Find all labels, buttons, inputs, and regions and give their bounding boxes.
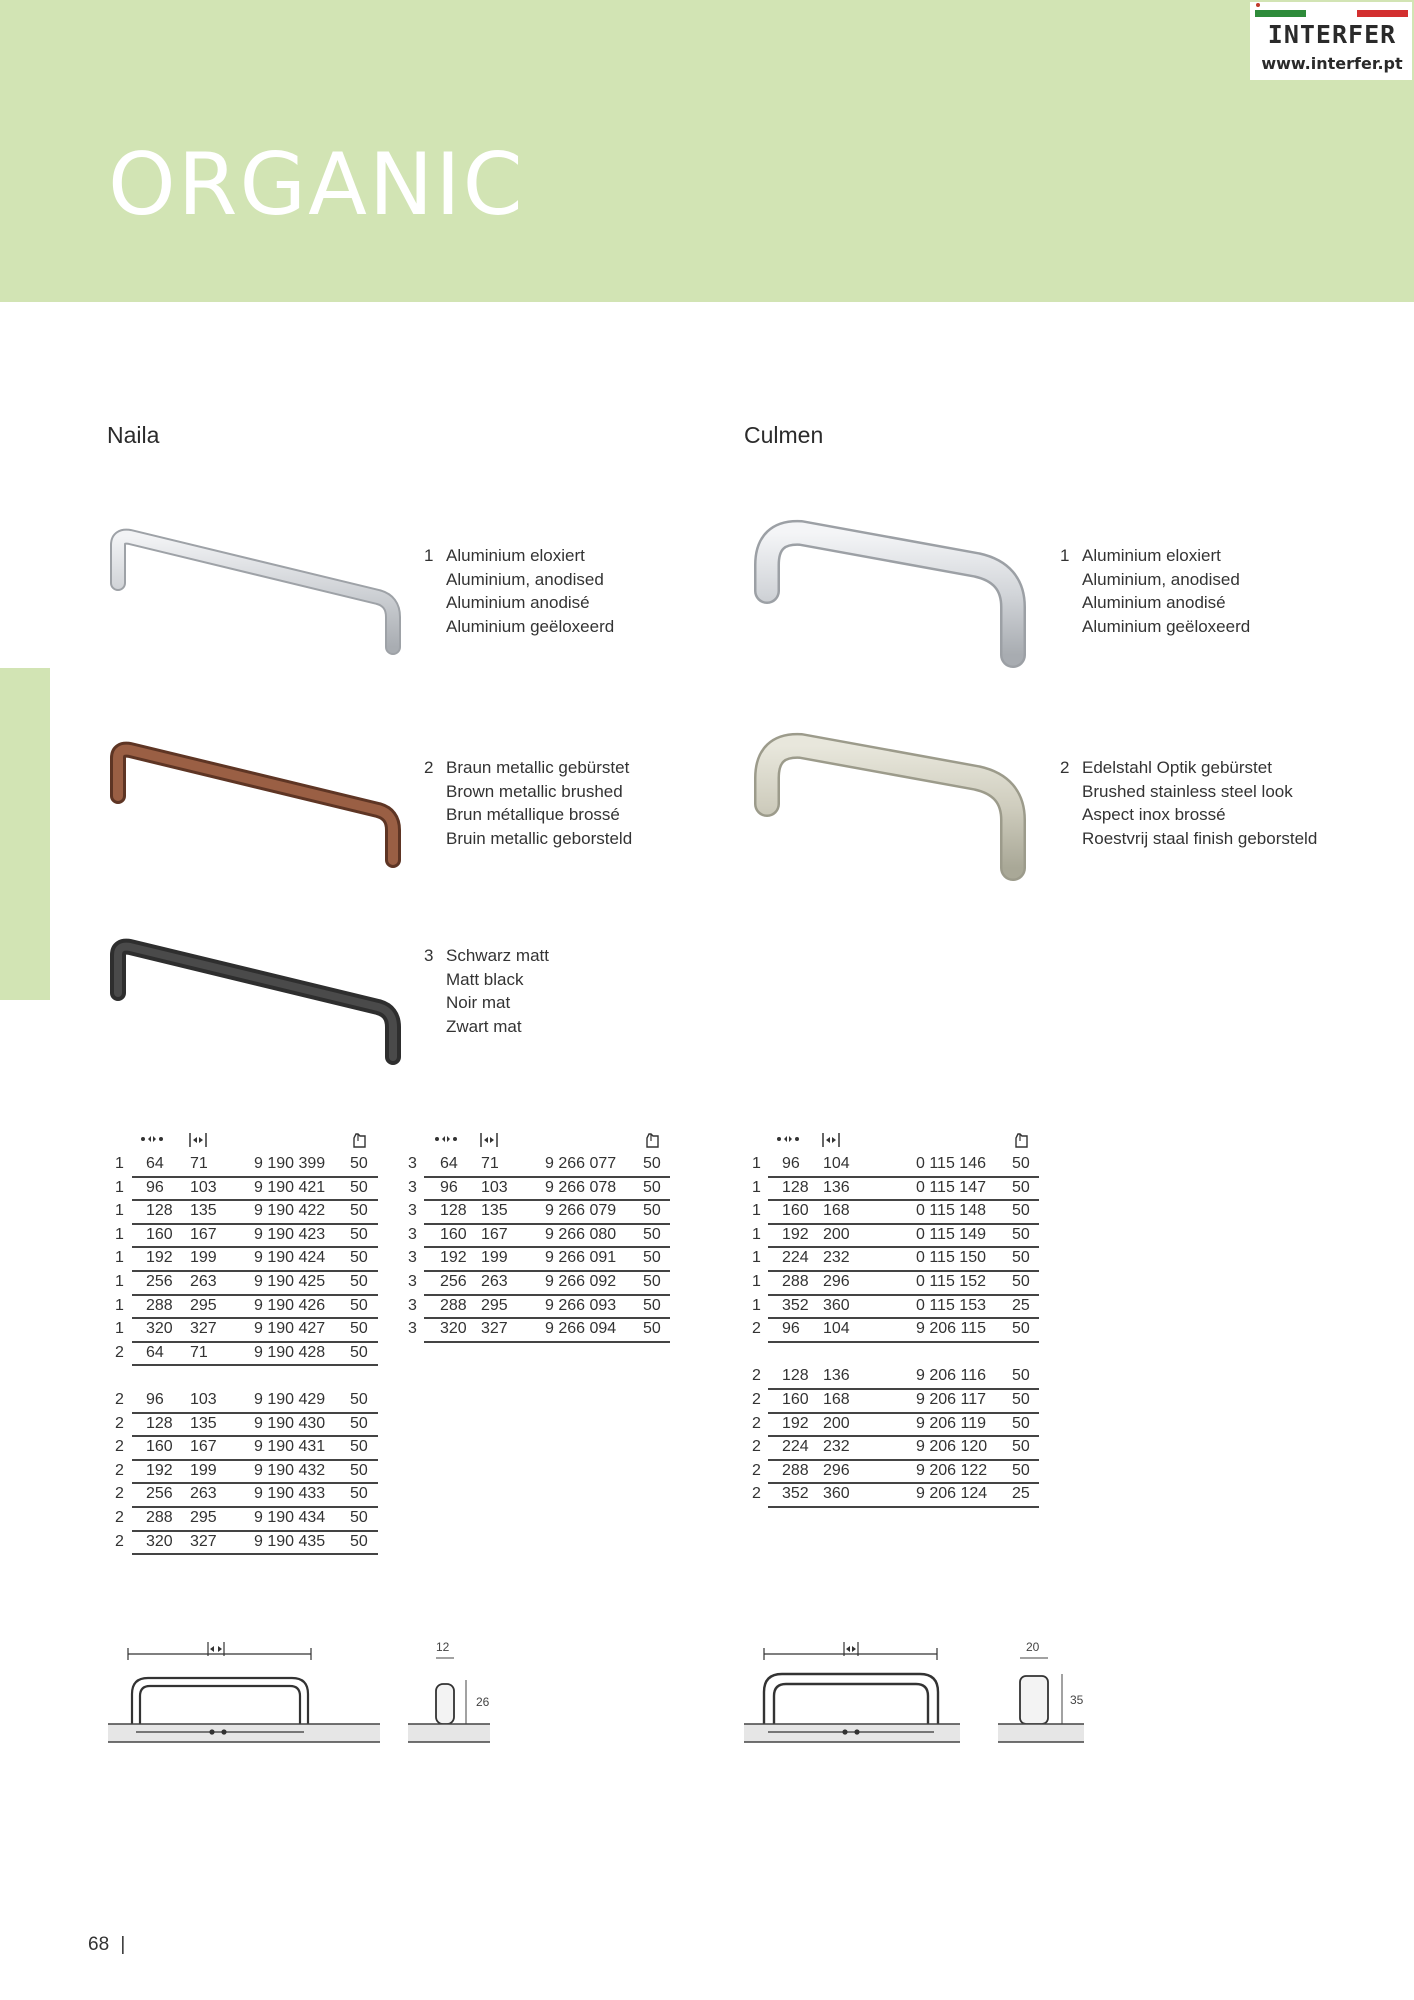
article-number-cell: 0 115 150 bbox=[916, 1249, 986, 1267]
culmen-spec-table bbox=[744, 1130, 1039, 1508]
table-row bbox=[744, 1366, 1039, 1390]
pack-quantity-cell: 50 bbox=[350, 1485, 368, 1503]
finish-number: 1 bbox=[424, 546, 434, 565]
table-row bbox=[744, 1154, 1039, 1178]
length-cell: 168 bbox=[823, 1390, 850, 1408]
finish-cell: 3 bbox=[408, 1155, 417, 1172]
table-row bbox=[744, 1414, 1039, 1438]
finish-cell: 2 bbox=[115, 1508, 124, 1526]
table-row bbox=[108, 1178, 378, 1202]
finish-cell: 2 bbox=[115, 1390, 124, 1408]
pack-quantity-cell: 50 bbox=[1012, 1461, 1030, 1479]
table-row bbox=[744, 1296, 1039, 1320]
culmen-finish-2 bbox=[1060, 756, 1360, 856]
article-number-cell: 0 115 149 bbox=[916, 1225, 986, 1243]
length-icon bbox=[479, 1132, 499, 1148]
pack-quantity-cell: 50 bbox=[350, 1249, 368, 1267]
article-number-cell: 9 190 435 bbox=[254, 1532, 326, 1550]
pack-quantity-cell: 25 bbox=[1012, 1485, 1030, 1503]
finish-cell: 3 bbox=[408, 1178, 417, 1196]
finish-cell: 3 bbox=[408, 1202, 417, 1220]
pack-quantity-cell: 50 bbox=[350, 1414, 368, 1432]
length-cell: 168 bbox=[823, 1202, 850, 1220]
length-cell: 327 bbox=[190, 1532, 217, 1550]
pack-quantity-cell: 50 bbox=[350, 1296, 368, 1314]
logo-dot bbox=[1256, 3, 1260, 7]
pack-quantity-cell: 50 bbox=[643, 1320, 661, 1338]
article-number-cell: 9 190 429 bbox=[254, 1390, 326, 1408]
pack-quantity-cell: 50 bbox=[350, 1390, 368, 1408]
table-row bbox=[744, 1201, 1039, 1225]
article-number-cell: 9 190 422 bbox=[254, 1202, 326, 1220]
pack-quantity-cell: 50 bbox=[1012, 1438, 1030, 1456]
finish-text-de: Aluminium eloxiert bbox=[1082, 546, 1221, 565]
length-cell: 360 bbox=[823, 1296, 850, 1314]
article-number-cell: 9 190 434 bbox=[254, 1508, 326, 1526]
pack-quantity-cell: 50 bbox=[350, 1320, 368, 1338]
finish-cell: 1 bbox=[752, 1202, 761, 1220]
length-cell: 263 bbox=[190, 1485, 217, 1503]
hole-spacing-cell: 128 bbox=[146, 1202, 173, 1220]
length-cell: 360 bbox=[823, 1485, 850, 1503]
naila-profile-drawing bbox=[408, 1636, 498, 1748]
table-row bbox=[400, 1225, 670, 1249]
hole-spacing-cell: 128 bbox=[782, 1178, 809, 1196]
length-cell: 263 bbox=[190, 1272, 217, 1290]
pack-quantity-cell: 50 bbox=[1012, 1225, 1030, 1243]
article-number-cell: 9 190 426 bbox=[254, 1296, 326, 1314]
culmen-dimension-drawing bbox=[744, 1636, 964, 1748]
hole-spacing-cell: 96 bbox=[782, 1155, 800, 1172]
article-number-cell: 0 115 147 bbox=[916, 1178, 986, 1196]
pack-quantity-cell: 50 bbox=[1012, 1272, 1030, 1290]
finish-cell: 1 bbox=[115, 1249, 124, 1267]
naila-profile-height: 26 bbox=[476, 1695, 490, 1709]
length-cell: 295 bbox=[190, 1508, 217, 1526]
table-row bbox=[400, 1296, 670, 1320]
pack-quantity-cell: 50 bbox=[350, 1461, 368, 1479]
article-number-cell: 9 206 116 bbox=[916, 1367, 986, 1385]
naila-aluminium-handle-image bbox=[108, 525, 408, 655]
length-cell: 232 bbox=[823, 1438, 850, 1456]
length-cell: 71 bbox=[190, 1155, 208, 1172]
pack-quantity-cell: 50 bbox=[350, 1202, 368, 1220]
page-number-separator: | bbox=[120, 1934, 126, 1955]
length-cell: 296 bbox=[823, 1272, 850, 1290]
finish-cell: 1 bbox=[115, 1272, 124, 1290]
article-number-cell: 0 115 152 bbox=[916, 1272, 986, 1290]
article-number-cell: 9 206 120 bbox=[916, 1438, 988, 1456]
article-number-cell: 9 266 078 bbox=[545, 1178, 617, 1196]
finish-text-de: Aluminium eloxiert bbox=[446, 546, 585, 565]
article-number-cell: 9 266 080 bbox=[545, 1225, 617, 1243]
finish-text-fr: Aluminium anodisé bbox=[446, 593, 590, 612]
finish-text-fr: Noir mat bbox=[446, 993, 511, 1012]
naila-spec-table-finish-1-2 bbox=[108, 1130, 378, 1555]
hole-spacing-cell: 224 bbox=[782, 1438, 809, 1456]
finish-number: 3 bbox=[424, 946, 434, 965]
article-number-cell: 9 190 431 bbox=[254, 1438, 326, 1456]
product-name-naila: Naila bbox=[107, 422, 160, 448]
finish-cell: 1 bbox=[115, 1225, 124, 1243]
finish-text-nl: Aluminium geëloxeerd bbox=[1082, 616, 1251, 636]
article-number-cell: 0 115 146 bbox=[916, 1155, 986, 1172]
article-number-cell: 9 190 423 bbox=[254, 1225, 326, 1243]
pack-quantity-cell: 50 bbox=[1012, 1249, 1030, 1267]
finish-number: 2 bbox=[424, 758, 434, 777]
length-cell: 167 bbox=[190, 1438, 217, 1456]
finish-cell: 3 bbox=[408, 1225, 417, 1243]
article-number-cell: 9 190 427 bbox=[254, 1320, 326, 1338]
finish-number: 1 bbox=[1060, 546, 1070, 565]
table-row bbox=[400, 1154, 670, 1178]
table-row bbox=[108, 1296, 378, 1320]
finish-text-nl: Aluminium geëloxeerd bbox=[446, 616, 615, 636]
page-title: ORGANIC bbox=[108, 135, 525, 235]
naila-black-handle-image bbox=[108, 935, 408, 1065]
hole-spacing-cell: 64 bbox=[146, 1343, 164, 1361]
length-cell: 167 bbox=[481, 1225, 508, 1243]
hole-spacing-cell: 288 bbox=[440, 1296, 467, 1314]
finish-cell: 1 bbox=[752, 1178, 761, 1196]
side-tab-marker bbox=[0, 668, 50, 1000]
length-cell: 199 bbox=[481, 1249, 508, 1267]
finish-cell: 2 bbox=[752, 1438, 761, 1456]
pack-quantity-cell: 50 bbox=[643, 1249, 661, 1267]
hole-spacing-cell: 320 bbox=[146, 1532, 173, 1550]
length-cell: 327 bbox=[190, 1320, 217, 1338]
hole-spacing-cell: 96 bbox=[146, 1390, 164, 1408]
hole-spacing-cell: 160 bbox=[146, 1438, 173, 1456]
pack-quantity-cell: 50 bbox=[350, 1272, 368, 1290]
length-cell: 200 bbox=[823, 1414, 850, 1432]
finish-cell: 2 bbox=[115, 1532, 124, 1550]
article-number-cell: 9 206 119 bbox=[916, 1414, 986, 1432]
hole-spacing-cell: 256 bbox=[146, 1485, 173, 1503]
article-number-cell: 9 266 077 bbox=[545, 1155, 617, 1172]
naila-finish-3 bbox=[424, 944, 674, 1044]
finish-text-fr: Aspect inox brossé bbox=[1082, 805, 1226, 824]
hole-spacing-cell: 192 bbox=[146, 1461, 173, 1479]
table-header bbox=[744, 1130, 1039, 1154]
length-cell: 103 bbox=[190, 1178, 217, 1196]
hole-spacing-cell: 352 bbox=[782, 1296, 809, 1314]
finish-cell: 3 bbox=[408, 1272, 417, 1290]
length-cell: 232 bbox=[823, 1249, 850, 1267]
finish-text-en: Matt black bbox=[446, 969, 524, 989]
hole-spacing-cell: 192 bbox=[440, 1249, 467, 1267]
page-number-value: 68 bbox=[88, 1934, 110, 1955]
hole-spacing-cell: 192 bbox=[146, 1249, 173, 1267]
finish-text-en: Brushed stainless steel look bbox=[1082, 781, 1293, 801]
article-number-cell: 9 190 430 bbox=[254, 1414, 326, 1432]
finish-text-nl: Zwart mat bbox=[446, 1016, 522, 1036]
pack-quantity-cell: 50 bbox=[643, 1296, 661, 1314]
finish-cell: 1 bbox=[752, 1296, 761, 1314]
article-number-cell: 9 266 093 bbox=[545, 1296, 617, 1314]
finish-cell: 1 bbox=[115, 1178, 124, 1196]
length-cell: 103 bbox=[481, 1178, 508, 1196]
table-row bbox=[400, 1201, 670, 1225]
table-row bbox=[744, 1225, 1039, 1249]
finish-text-fr: Brun métallique brossé bbox=[446, 805, 620, 824]
table-row bbox=[744, 1390, 1039, 1414]
article-number-cell: 0 115 148 bbox=[916, 1202, 986, 1220]
finish-cell: 2 bbox=[115, 1485, 124, 1503]
culmen-stainless-handle-image bbox=[745, 728, 1035, 888]
finish-cell: 2 bbox=[115, 1343, 124, 1361]
pack-quantity-cell: 50 bbox=[350, 1532, 368, 1550]
finish-cell: 1 bbox=[115, 1202, 124, 1220]
table-row bbox=[108, 1390, 378, 1414]
length-cell: 167 bbox=[190, 1225, 217, 1243]
hole-spacing-cell: 96 bbox=[440, 1178, 458, 1196]
length-cell: 135 bbox=[190, 1414, 217, 1432]
culmen-profile-drawing bbox=[998, 1636, 1088, 1748]
hole-spacing-cell: 288 bbox=[146, 1296, 173, 1314]
article-number-cell: 9 190 428 bbox=[254, 1343, 326, 1361]
table-row bbox=[400, 1178, 670, 1202]
table-row bbox=[108, 1319, 378, 1343]
pack-quantity-cell: 50 bbox=[643, 1225, 661, 1243]
table-row bbox=[744, 1319, 1039, 1343]
finish-cell: 1 bbox=[115, 1296, 124, 1314]
finish-cell: 2 bbox=[752, 1461, 761, 1479]
finish-cell: 2 bbox=[752, 1367, 761, 1385]
length-cell: 104 bbox=[823, 1320, 850, 1338]
length-cell: 263 bbox=[481, 1272, 508, 1290]
packaging-icon bbox=[352, 1132, 368, 1149]
table-row bbox=[108, 1461, 378, 1485]
hole-spacing-cell: 320 bbox=[440, 1320, 467, 1338]
finish-text-de: Schwarz matt bbox=[446, 946, 549, 965]
finish-cell: 3 bbox=[408, 1296, 417, 1314]
length-icon bbox=[188, 1132, 208, 1148]
article-number-cell: 9 190 421 bbox=[254, 1178, 326, 1196]
hole-spacing-cell: 256 bbox=[440, 1272, 467, 1290]
table-row bbox=[108, 1437, 378, 1461]
hole-spacing-cell: 288 bbox=[782, 1272, 809, 1290]
length-cell: 295 bbox=[190, 1296, 217, 1314]
length-cell: 135 bbox=[190, 1202, 217, 1220]
finish-cell: 2 bbox=[115, 1438, 124, 1456]
pack-quantity-cell: 50 bbox=[350, 1508, 368, 1526]
finish-cell: 1 bbox=[115, 1320, 124, 1338]
finish-cell: 2 bbox=[115, 1414, 124, 1432]
culmen-finish-1 bbox=[1060, 544, 1360, 644]
packaging-icon bbox=[645, 1132, 661, 1149]
table-row bbox=[744, 1437, 1039, 1461]
hole-spacing-cell: 128 bbox=[440, 1202, 467, 1220]
table-row bbox=[400, 1319, 670, 1343]
hole-spacing-cell: 224 bbox=[782, 1249, 809, 1267]
table-row bbox=[744, 1178, 1039, 1202]
table-row bbox=[400, 1272, 670, 1296]
finish-cell: 2 bbox=[752, 1390, 761, 1408]
hole-spacing-cell: 160 bbox=[146, 1225, 173, 1243]
table-row bbox=[744, 1272, 1039, 1296]
culmen-profile-width: 20 bbox=[1026, 1640, 1040, 1654]
length-cell: 71 bbox=[481, 1155, 499, 1172]
pack-quantity-cell: 50 bbox=[1012, 1320, 1030, 1338]
finish-cell: 2 bbox=[752, 1414, 761, 1432]
finish-cell: 1 bbox=[752, 1249, 761, 1267]
length-cell: 71 bbox=[190, 1343, 208, 1361]
hole-spacing-cell: 288 bbox=[146, 1508, 173, 1526]
length-cell: 136 bbox=[823, 1178, 850, 1196]
article-number-cell: 9 266 091 bbox=[545, 1249, 617, 1267]
logo-name: INTERFER bbox=[1267, 20, 1397, 49]
naila-spec-table-finish-3 bbox=[400, 1130, 670, 1343]
length-cell: 135 bbox=[481, 1202, 508, 1220]
article-number-cell: 9 266 079 bbox=[545, 1202, 617, 1220]
pack-quantity-cell: 50 bbox=[1012, 1178, 1030, 1196]
article-number-cell: 0 115 153 bbox=[916, 1296, 986, 1314]
pack-quantity-cell: 50 bbox=[1012, 1367, 1030, 1385]
finish-text-en: Aluminium, anodised bbox=[446, 569, 604, 589]
article-number-cell: 9 190 433 bbox=[254, 1485, 326, 1503]
pack-quantity-cell: 50 bbox=[1012, 1155, 1030, 1172]
naila-dimension-drawing bbox=[108, 1636, 383, 1748]
pack-quantity-cell: 25 bbox=[1012, 1296, 1030, 1314]
product-name-culmen: Culmen bbox=[744, 422, 824, 448]
finish-cell: 1 bbox=[752, 1272, 761, 1290]
length-cell: 295 bbox=[481, 1296, 508, 1314]
hole-spacing-cell: 288 bbox=[782, 1461, 809, 1479]
finish-text-nl: Roestvrij staal finish geborsteld bbox=[1082, 828, 1318, 848]
hole-spacing-cell: 320 bbox=[146, 1320, 173, 1338]
length-cell: 104 bbox=[823, 1155, 850, 1172]
article-number-cell: 9 190 399 bbox=[254, 1155, 326, 1172]
finish-text-de: Edelstahl Optik gebürstet bbox=[1082, 758, 1272, 777]
article-number-cell: 9 206 117 bbox=[916, 1390, 986, 1408]
hole-spacing-cell: 96 bbox=[782, 1320, 800, 1338]
hole-spacing-icon bbox=[776, 1132, 800, 1146]
length-cell: 296 bbox=[823, 1461, 850, 1479]
hole-spacing-cell: 64 bbox=[146, 1155, 164, 1172]
logo-flag-stripe bbox=[1255, 10, 1407, 17]
length-cell: 136 bbox=[823, 1367, 850, 1385]
table-row bbox=[108, 1343, 378, 1367]
table-row bbox=[108, 1532, 378, 1556]
finish-text-en: Brown metallic brushed bbox=[446, 781, 623, 801]
hole-spacing-cell: 160 bbox=[782, 1390, 809, 1408]
pack-quantity-cell: 50 bbox=[643, 1272, 661, 1290]
pack-quantity-cell: 50 bbox=[1012, 1390, 1030, 1408]
interfer-logo[interactable] bbox=[1250, 2, 1412, 80]
finish-cell: 2 bbox=[115, 1461, 124, 1479]
finish-text-en: Aluminium, anodised bbox=[1082, 569, 1240, 589]
table-row bbox=[744, 1461, 1039, 1485]
table-row bbox=[108, 1484, 378, 1508]
finish-cell: 1 bbox=[752, 1225, 761, 1243]
pack-quantity-cell: 50 bbox=[643, 1155, 661, 1172]
table-row bbox=[400, 1248, 670, 1272]
naila-finish-2 bbox=[424, 756, 674, 856]
table-row bbox=[108, 1248, 378, 1272]
pack-quantity-cell: 50 bbox=[350, 1343, 368, 1361]
pack-quantity-cell: 50 bbox=[350, 1438, 368, 1456]
logo-url[interactable]: www.interfer.pt bbox=[1261, 54, 1403, 73]
length-cell: 327 bbox=[481, 1320, 508, 1338]
length-cell: 199 bbox=[190, 1249, 217, 1267]
finish-text-nl: Bruin metallic geborsteld bbox=[446, 828, 633, 848]
culmen-profile-height: 35 bbox=[1070, 1693, 1084, 1707]
table-row bbox=[108, 1201, 378, 1225]
length-icon bbox=[821, 1132, 841, 1148]
header-band bbox=[0, 0, 1414, 302]
naila-finish-1 bbox=[424, 544, 674, 644]
pack-quantity-cell: 50 bbox=[1012, 1202, 1030, 1220]
finish-cell: 3 bbox=[408, 1249, 417, 1267]
hole-spacing-cell: 192 bbox=[782, 1225, 809, 1243]
article-number-cell: 9 266 092 bbox=[545, 1272, 617, 1290]
article-number-cell: 9 206 124 bbox=[916, 1485, 988, 1503]
length-cell: 199 bbox=[190, 1461, 217, 1479]
pack-quantity-cell: 50 bbox=[643, 1178, 661, 1196]
finish-cell: 2 bbox=[752, 1485, 761, 1503]
table-row bbox=[744, 1248, 1039, 1272]
finish-text-fr: Aluminium anodisé bbox=[1082, 593, 1226, 612]
hole-spacing-cell: 64 bbox=[440, 1155, 458, 1172]
hole-spacing-cell: 96 bbox=[146, 1178, 164, 1196]
hole-spacing-cell: 128 bbox=[146, 1414, 173, 1432]
hole-spacing-cell: 256 bbox=[146, 1272, 173, 1290]
hole-spacing-cell: 192 bbox=[782, 1414, 809, 1432]
article-number-cell: 9 206 115 bbox=[916, 1320, 986, 1338]
article-number-cell: 9 206 122 bbox=[916, 1461, 988, 1479]
hole-spacing-cell: 160 bbox=[782, 1202, 809, 1220]
hole-spacing-cell: 160 bbox=[440, 1225, 467, 1243]
table-row bbox=[108, 1154, 378, 1178]
article-number-cell: 9 190 425 bbox=[254, 1272, 326, 1290]
naila-brown-handle-image bbox=[108, 738, 408, 868]
length-cell: 200 bbox=[823, 1225, 850, 1243]
pack-quantity-cell: 50 bbox=[350, 1178, 368, 1196]
table-row bbox=[108, 1508, 378, 1532]
hole-spacing-icon bbox=[434, 1132, 458, 1146]
finish-cell: 3 bbox=[408, 1320, 417, 1338]
table-row bbox=[108, 1414, 378, 1438]
finish-cell: 1 bbox=[752, 1155, 761, 1172]
finish-cell: 2 bbox=[752, 1320, 761, 1338]
page-number bbox=[88, 1934, 125, 1956]
article-number-cell: 9 266 094 bbox=[545, 1320, 617, 1338]
article-number-cell: 9 190 432 bbox=[254, 1461, 326, 1479]
packaging-icon bbox=[1014, 1132, 1030, 1149]
table-row bbox=[108, 1272, 378, 1296]
pack-quantity-cell: 50 bbox=[350, 1155, 368, 1172]
finish-cell: 1 bbox=[115, 1155, 124, 1172]
pack-quantity-cell: 50 bbox=[643, 1202, 661, 1220]
pack-quantity-cell: 50 bbox=[350, 1225, 368, 1243]
length-cell: 103 bbox=[190, 1390, 217, 1408]
culmen-aluminium-handle-image bbox=[745, 515, 1035, 675]
finish-text-de: Braun metallic gebürstet bbox=[446, 758, 630, 777]
hole-spacing-cell: 352 bbox=[782, 1485, 809, 1503]
finish-number: 2 bbox=[1060, 758, 1070, 777]
table-row bbox=[108, 1225, 378, 1249]
naila-profile-width: 12 bbox=[436, 1640, 450, 1654]
article-number-cell: 9 190 424 bbox=[254, 1249, 326, 1267]
hole-spacing-icon bbox=[140, 1132, 164, 1146]
table-header bbox=[108, 1130, 378, 1154]
table-row bbox=[744, 1484, 1039, 1508]
hole-spacing-cell: 128 bbox=[782, 1367, 809, 1385]
pack-quantity-cell: 50 bbox=[1012, 1414, 1030, 1432]
table-header bbox=[400, 1130, 670, 1154]
